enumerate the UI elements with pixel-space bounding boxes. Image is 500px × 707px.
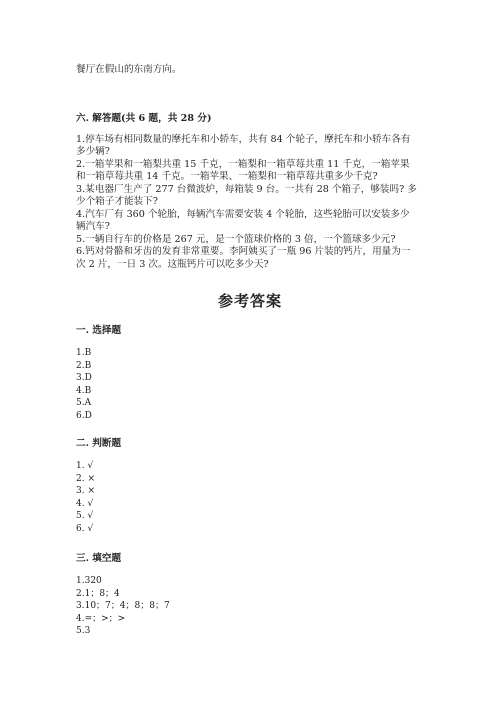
- answer-item: 3. ×: [76, 486, 95, 496]
- answer-item: 2. ×: [76, 474, 95, 484]
- answer-item: 1.B: [76, 348, 92, 358]
- question-line: 4.汽车厂有 360 个轮胎，每辆汽车需要安装 4 个轮胎，这些轮胎可以安装多少: [76, 209, 410, 220]
- question-line: 少个箱子才能装下?: [76, 196, 158, 207]
- section-6-title: 六. 解答题(共 6 题，共 28 分): [76, 113, 212, 124]
- question-line: 2.一箱苹果和一箱梨共重 15 千克，一箱梨和一箱草莓共重 11 千克，一箱苹果: [76, 159, 410, 170]
- answer-item: 2.B: [76, 361, 92, 371]
- question-line: 1.停车场有相同数量的摩托车和小轿车，共有 84 个轮子，摩托车和小轿车各有: [76, 134, 411, 145]
- answer-item: 1.320: [76, 576, 102, 586]
- answer-item: 3.D: [76, 373, 92, 383]
- question-line: 5.一辆自行车的价格是 267 元，是一个篮球价格的 3 倍，一个篮球多少元?: [76, 234, 396, 245]
- answer-title: 参考答案: [217, 292, 282, 310]
- answer-item: 5.3: [76, 626, 91, 636]
- question-line: 辆汽车?: [76, 221, 110, 232]
- choice-section-title: 一. 选择题: [76, 325, 122, 336]
- intro-line: 餐厅在假山的东南方向。: [76, 64, 182, 75]
- answer-item: 3.10；7；4；8；8；7: [76, 601, 170, 611]
- answer-item: 4. √: [76, 499, 94, 509]
- fill-section-title: 三. 填空题: [76, 553, 122, 564]
- answer-item: 5.A: [76, 398, 92, 408]
- question-line: 6.钙对骨骼和牙齿的发育非常重要。李阿姨买了一瓶 96 片装的钙片，用量为一: [76, 246, 411, 257]
- answer-item: 4.B: [76, 386, 92, 396]
- answer-item: 4.=；>；>: [76, 614, 126, 624]
- question-line: 和一箱草莓共重 14 千克。一箱苹果、一箱梨和一箱草莓共重多少千克?: [76, 171, 378, 182]
- question-line: 3.某电器厂生产了 277 台微波炉，每箱装 9 台。一共有 28 个箱子，够装吗? 多: [76, 184, 417, 195]
- answer-item: 1. √: [76, 461, 94, 471]
- question-line: 多少辆?: [76, 146, 110, 157]
- answer-item: 6.D: [76, 411, 92, 421]
- answer-item: 5. √: [76, 511, 94, 521]
- answer-item: 6. √: [76, 524, 94, 534]
- judge-section-title: 二. 判断题: [76, 438, 122, 449]
- answer-item: 2.1；8；4: [76, 589, 120, 599]
- question-line: 次 2 片，一日 3 次。这瓶钙片可以吃多少天?: [76, 259, 269, 270]
